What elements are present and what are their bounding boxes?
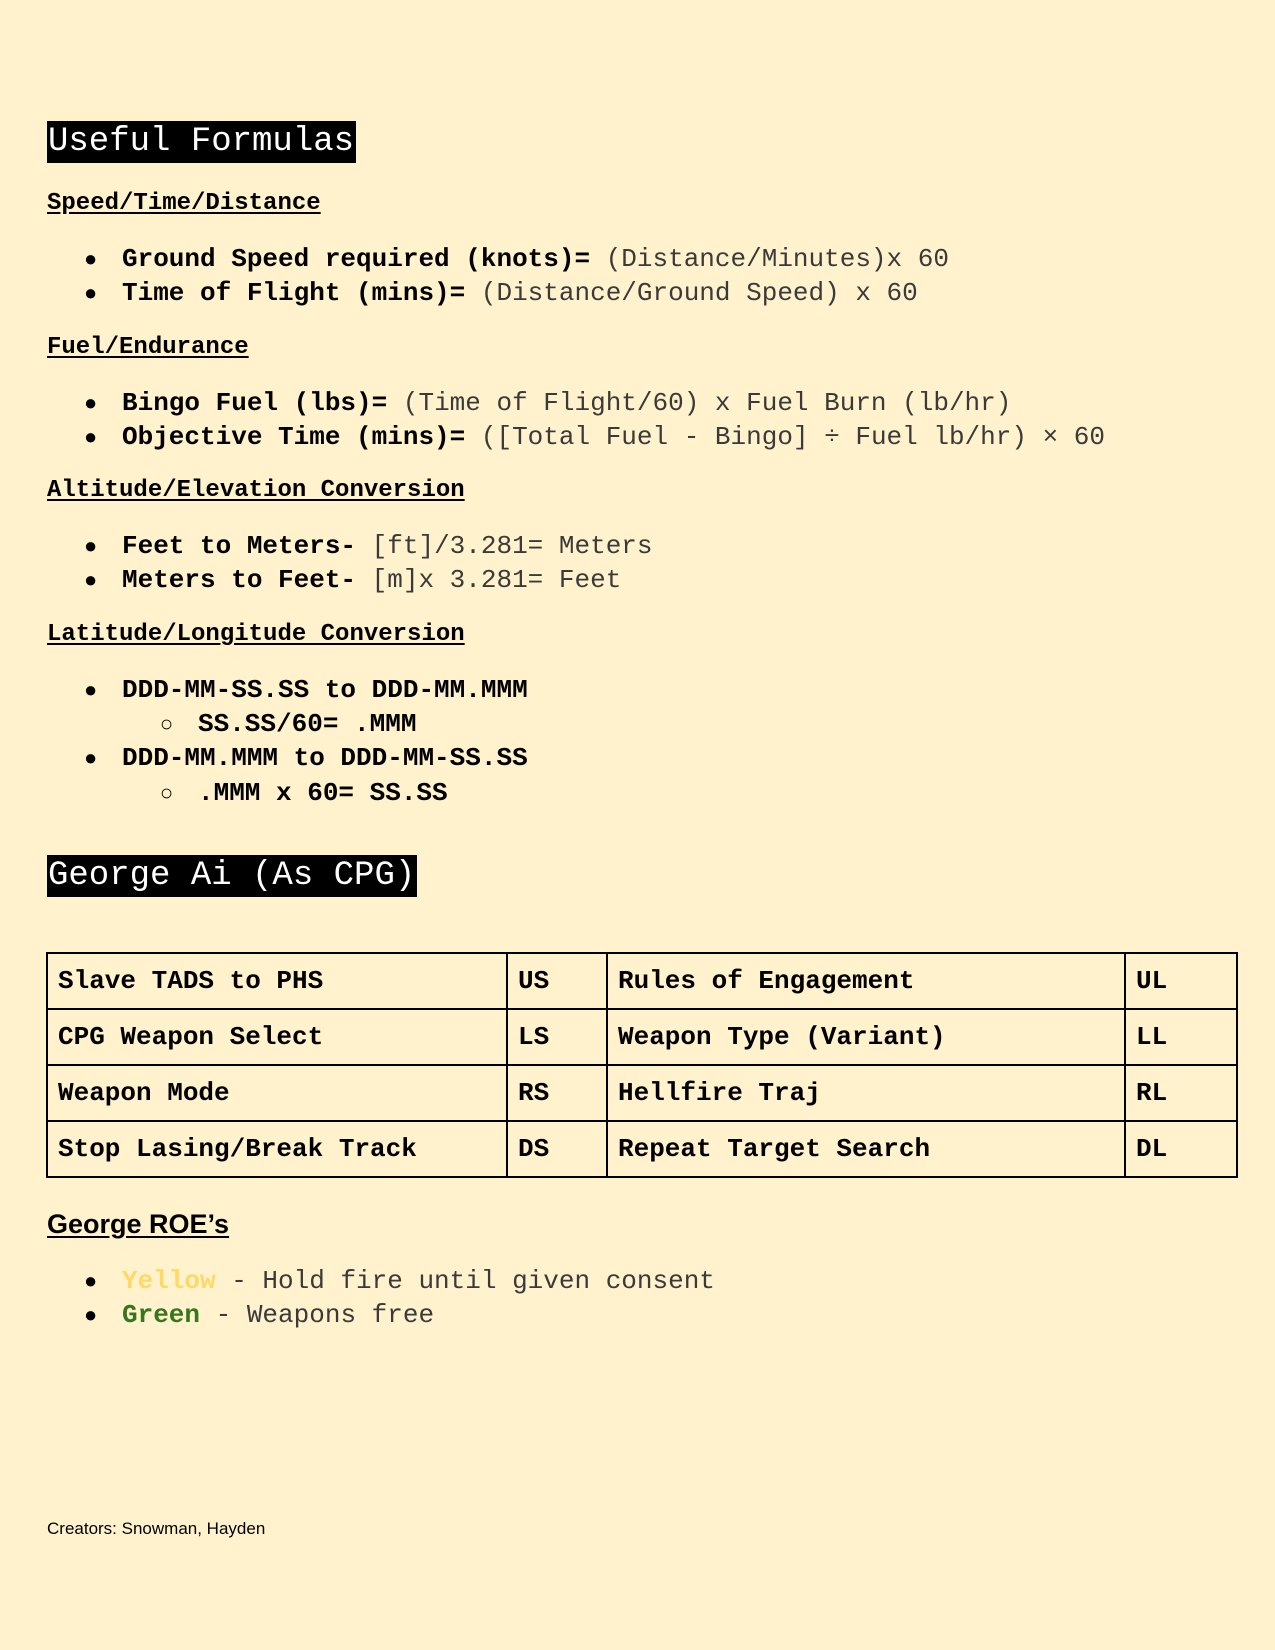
creators-footer: Creators: Snowman, Hayden <box>47 1519 266 1538</box>
table-row <box>47 1009 1237 1065</box>
list-item <box>84 276 918 312</box>
table-row <box>47 1065 1237 1121</box>
key-cell: US <box>507 953 607 1009</box>
bullet-icon: ● <box>84 569 98 594</box>
bullet-icon: ● <box>84 535 98 560</box>
command-cell: Weapon Mode <box>47 1065 507 1121</box>
bullet-icon: ● <box>84 248 98 273</box>
command-cell: Slave TADS to PHS <box>47 953 507 1009</box>
speed-heading: Speed/Time/Distance <box>47 190 321 217</box>
list-item <box>84 1298 434 1334</box>
fuel-heading: Fuel/Endurance <box>47 334 249 361</box>
roe-heading: George ROE’s <box>47 1209 230 1239</box>
formula-label: Bingo Fuel (lbs)= <box>122 388 388 418</box>
command-cell: Repeat Target Search <box>607 1121 1125 1177</box>
formulas-heading: Useful Formulas <box>48 123 355 161</box>
bullet-icon: ● <box>84 679 98 704</box>
bullet-icon: ● <box>84 282 98 307</box>
bullet-icon: ● <box>84 1304 98 1329</box>
list-item <box>84 741 528 777</box>
roe-description: - Hold fire until given consent <box>215 1266 715 1296</box>
list-item <box>84 386 1011 422</box>
command-cell: Hellfire Traj <box>607 1065 1125 1121</box>
formula-value: [m]x 3.281= Feet <box>371 565 622 595</box>
table-row <box>47 953 1237 1009</box>
formula-label: Objective Time (mins)= <box>122 422 466 452</box>
key-cell: LS <box>507 1009 607 1065</box>
bullet-icon: ● <box>84 1270 98 1295</box>
formula-value: (Distance/Ground Speed) x 60 <box>480 278 918 308</box>
table-row <box>47 1121 1237 1177</box>
formula-value: ([Total Fuel - Bingo] ÷ Fuel lb/hr) × 60 <box>480 422 1105 452</box>
list-item <box>84 563 621 599</box>
key-cell: RS <box>507 1065 607 1121</box>
formula-label: Time of Flight (mins)= <box>122 278 466 308</box>
latlon-heading: Latitude/Longitude Conversion <box>47 621 465 648</box>
george-key-table <box>46 952 1238 1178</box>
formula-label: Meters to Feet- <box>122 565 357 595</box>
list-item <box>84 420 1105 456</box>
formula-label: Ground Speed required (knots)= <box>122 244 591 274</box>
formula-value: [ft]/3.281= Meters <box>371 531 653 561</box>
roe-yellow-label: Yellow <box>122 1266 216 1296</box>
conversion-formula: .MMM x 60= SS.SS <box>198 778 448 808</box>
formula-label: Feet to Meters- <box>122 531 357 561</box>
command-cell: CPG Weapon Select <box>47 1009 507 1065</box>
key-cell: LL <box>1125 1009 1237 1065</box>
list-item <box>84 1264 715 1300</box>
list-item <box>84 529 653 565</box>
roe-green-label: Green <box>122 1300 201 1330</box>
command-cell: Rules of Engagement <box>607 953 1125 1009</box>
key-cell: UL <box>1125 953 1237 1009</box>
conversion-label: DDD-MM.MMM to DDD-MM-SS.SS <box>122 743 528 773</box>
list-item <box>84 673 528 709</box>
key-cell: RL <box>1125 1065 1237 1121</box>
george-heading: George Ai (As CPG) <box>48 857 416 895</box>
list-item <box>84 242 949 278</box>
formula-value: (Time of Flight/60) x Fuel Burn (lb/hr) <box>402 388 1012 418</box>
key-cell: DL <box>1125 1121 1237 1177</box>
bullet-icon: ● <box>84 747 98 772</box>
circle-bullet-icon: ○ <box>160 713 174 738</box>
key-cell: DS <box>507 1121 607 1177</box>
sub-list-item <box>160 776 448 812</box>
command-cell: Stop Lasing/Break Track <box>47 1121 507 1177</box>
altitude-heading: Altitude/Elevation Conversion <box>47 477 465 504</box>
circle-bullet-icon: ○ <box>160 782 174 807</box>
conversion-label: DDD-MM-SS.SS to DDD-MM.MMM <box>122 675 528 705</box>
formula-value: (Distance/Minutes)x 60 <box>605 244 949 274</box>
conversion-formula: SS.SS/60= .MMM <box>198 709 417 739</box>
bullet-icon: ● <box>84 426 98 451</box>
bullet-icon: ● <box>84 392 98 417</box>
command-cell: Weapon Type (Variant) <box>607 1009 1125 1065</box>
roe-description: - Weapons free <box>200 1300 435 1330</box>
sub-list-item <box>160 707 416 743</box>
